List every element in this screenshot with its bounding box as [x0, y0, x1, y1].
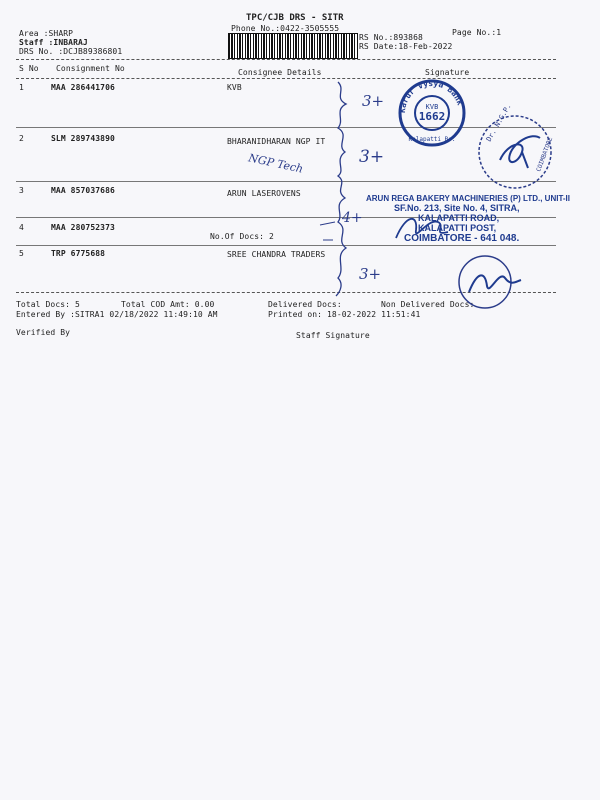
row-5-consignment: TRP 6775688 — [51, 249, 106, 258]
row-4-doc-count: No.Of Docs: 2 — [210, 232, 274, 241]
staff-signature: Staff Signature — [296, 331, 370, 340]
handwritten-count-1: 3+ — [362, 92, 385, 110]
stamp-ring — [459, 256, 511, 308]
rs-number: RS No.:893868 — [359, 33, 423, 42]
column-consignment: Consignment No — [56, 64, 125, 73]
total-cod-amount: Total COD Amt: 0.00 — [121, 300, 215, 309]
stamp-branch-name: Kalapatti Br. — [408, 136, 456, 143]
row-3-consignment: MAA 857037686 — [51, 186, 115, 195]
rs-date: RS Date:18-Feb-2022 — [359, 42, 453, 51]
signature-stroke — [500, 136, 540, 168]
handwritten-signature — [392, 208, 452, 248]
entered-by: Entered By :SITRA1 02/18/2022 11:49:10 AM — [16, 310, 218, 319]
column-consignee: Consignee Details — [238, 68, 322, 77]
row-2-sno: 2 — [19, 134, 24, 143]
handwritten-note: NGP Tech — [247, 151, 305, 176]
handwritten-count-3: 4+ — [342, 210, 363, 226]
tick-mark — [320, 222, 335, 240]
row-5-sno: 5 — [19, 249, 24, 258]
stamp-line: COIMBATORE - 641 048. — [404, 233, 520, 244]
phone-number: Phone No.:0422-3505555 — [231, 24, 340, 33]
handwritten-count-5: 3+ — [359, 265, 382, 283]
row-1-consignment: MAA 286441706 — [51, 83, 115, 92]
column-signature: Signature — [425, 68, 470, 77]
stamp-branch-code: 1662 — [418, 110, 446, 123]
stamp-text: Dr. N.G.P. — [484, 102, 513, 143]
column-sno: S No — [19, 64, 39, 73]
drs-number: DRS No. :DCJB89386801 — [19, 47, 123, 56]
round-seal — [455, 252, 525, 312]
row-4-sno: 4 — [19, 223, 24, 232]
page-number: Page No.:1 — [452, 28, 502, 37]
row-3-consignee: ARUN LASEROVENS — [227, 189, 301, 198]
row-5-consignee: SREE CHANDRA TRADERS — [227, 250, 326, 259]
stamp-bank-name: Karur Vysya Bank — [397, 78, 465, 114]
area-label: Area :SHARP — [19, 29, 74, 38]
verified-by: Verified By — [16, 328, 71, 337]
non-delivered-docs: Non Delivered Docs: — [381, 300, 475, 309]
row-2-consignment: SLM 289743890 — [51, 134, 115, 143]
stamp-kvb-text: KVB — [425, 103, 439, 111]
stamp-ring — [479, 116, 551, 188]
row-2-consignee: BHARANIDHARAN NGP IT — [227, 137, 326, 146]
row-1-sno: 1 — [19, 83, 24, 92]
total-docs: Total Docs: 5 — [16, 300, 80, 309]
row-3-sno: 3 — [19, 186, 24, 195]
ngp-stamp — [470, 102, 560, 192]
row-4-consignment: MAA 280752373 — [51, 223, 115, 232]
stamp-line: KALAPATTI ROAD, — [418, 213, 500, 223]
stamp-line: KALAPATTI POST, — [418, 223, 497, 233]
bracket-stroke — [336, 82, 346, 296]
signature-stroke — [396, 219, 448, 238]
printed-on: Printed on: 18-02-2022 11:51:41 — [268, 310, 421, 319]
kvb-bank-stamp — [397, 78, 467, 148]
handwritten-count-2: 3+ — [359, 147, 385, 167]
delivered-docs: Delivered Docs: — [268, 300, 342, 309]
stamp-line: SF.No. 213, Site No. 4, SITRA, — [394, 203, 520, 213]
staff-label: Staff :INBARAJ — [19, 38, 88, 47]
stamp-line: ARUN REGA BAKERY MACHINERIES (P) LTD., UNIT-II — [366, 194, 571, 203]
stamp-city: COIMBATORE — [535, 136, 555, 173]
row-1-consignee: KVB — [227, 83, 242, 92]
signature-stroke — [469, 275, 521, 292]
document-title: TPC/CJB DRS - SITR — [246, 13, 344, 23]
